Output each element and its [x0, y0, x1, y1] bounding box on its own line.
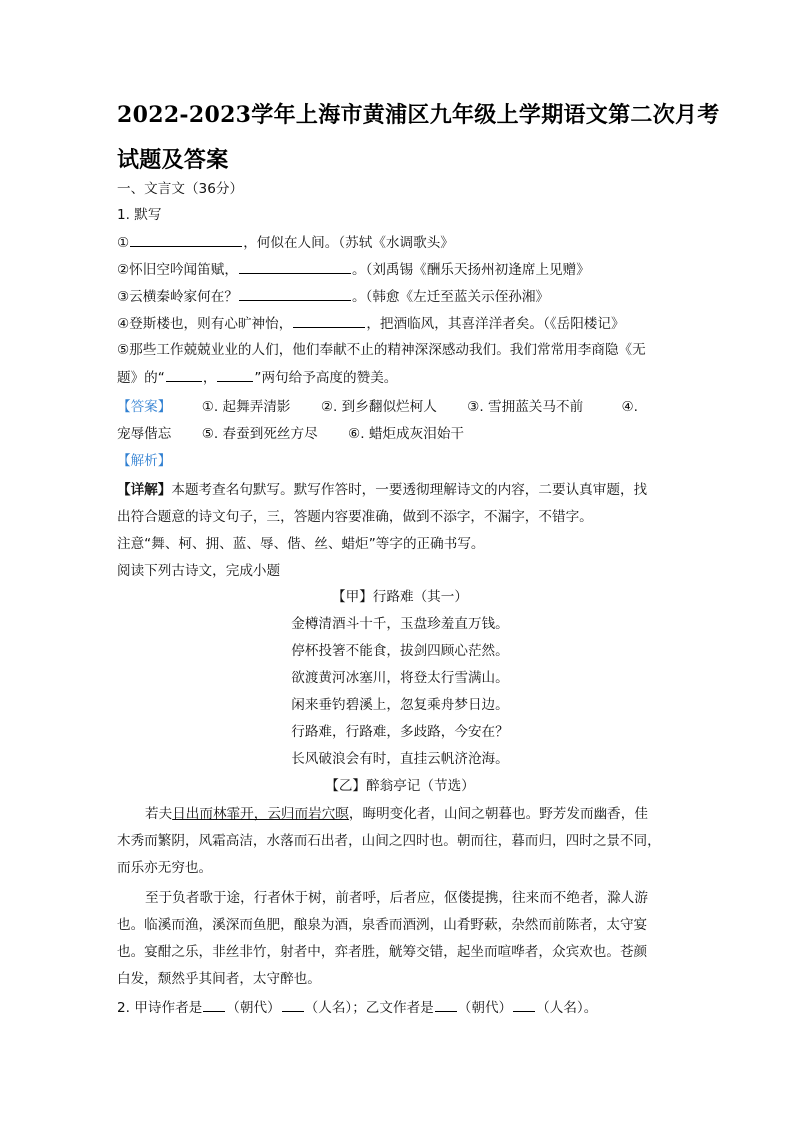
- q1-item-3-text: 。（韩愈《左迁至蓝关示侄孙湘》: [351, 289, 550, 305]
- detail-text: 本题考查名句默写。默写作答时，一要透彻理解诗文的内容，二要认真审题，找: [171, 482, 648, 498]
- answer-item: ⑤. 春蚕到死丝方尽: [201, 426, 318, 442]
- poem-line: 欲渡黄河冰塞川，将登太行雪满山。: [291, 670, 509, 686]
- q1-item-1-text: ，何似在人间。（苏轼《水调歌头》: [243, 235, 454, 251]
- q1-item-4-prefix: ④登斯楼也，则有心旷神怡，: [117, 316, 293, 332]
- answer-label: 【答案】: [117, 399, 172, 415]
- analysis-label: 【解析】: [117, 453, 172, 469]
- q1-item-2: [117, 260, 590, 279]
- text-yi-p2-line4: 白发，颓然乎其间者，太守醉也。: [117, 971, 321, 987]
- q1-item-3-prefix: ③云横秦岭家何在？: [117, 289, 238, 305]
- q1-item-1-prefix: ①: [117, 235, 130, 251]
- q1-item-5-line2: [117, 368, 397, 387]
- poem-jia-title-text: 【甲】行路难（其一）: [332, 589, 468, 605]
- analysis-detail-line1: [117, 481, 647, 499]
- answer-blank[interactable]: [239, 260, 351, 274]
- question-1-label: 1. 默写: [117, 207, 162, 223]
- text-yi-title: 【乙】醉翁亭记（节选）: [325, 778, 475, 794]
- poem-line: 停杯投箸不能食，拔剑四顾心茫然。: [291, 643, 509, 659]
- doc-title-line2: 试题及答案: [117, 147, 229, 173]
- doc-title-line1: 2022-2023学年上海市黄浦区九年级上学期语文第二次月考: [117, 102, 720, 128]
- poem-line: 闲来垂钓碧溪上，忽复乘舟梦日边。: [291, 697, 509, 713]
- answer-line-1: [117, 398, 638, 416]
- text-yi-p2-line3: 也。宴酣之乐，非丝非竹，射者中，弈者胜，觥筹交错，起坐而喧哗者，众宾欢也。苍颜: [117, 944, 648, 960]
- answer-item: ④.: [621, 399, 639, 415]
- answer-line-2: [117, 425, 464, 443]
- answer-item: ①. 起舞弄清影: [201, 399, 291, 415]
- q1-item-5-line1: ⑤那些工作兢兢业业的人们，他们奉献不止的精神深深感动我们。我们常常用李商隐《无: [117, 342, 646, 358]
- answer-blank[interactable]: [293, 314, 365, 328]
- poem-line: 长风破浪会有时，直挂云帆济沧海。: [291, 751, 509, 767]
- p1-rest: ，晦明变化者，山间之朝暮也。野芳发而幽香，佳: [348, 806, 648, 822]
- q2-text-e: （人名）。: [536, 1000, 598, 1016]
- question-2: [117, 998, 597, 1017]
- analysis-detail-line2: 出符合题意的诗文句子，三，答题内容要准确，做到不添字，不漏字，不错字。: [117, 509, 593, 525]
- underlined-sentence: 日出而林霏开，云归而岩穴暝: [172, 806, 349, 822]
- answer-blank[interactable]: [203, 998, 225, 1012]
- poem-line: 行路难，行路难，多歧路，今安在？: [291, 724, 509, 740]
- answer-blank[interactable]: [435, 998, 457, 1012]
- answer-blank[interactable]: [130, 233, 242, 247]
- text-yi-p1-line2: 木秀而繁阴，风霜高洁，水落而石出者，山间之四时也。朝而往，暮而归，四时之景不同，: [117, 833, 661, 849]
- answer-blank[interactable]: [166, 368, 202, 382]
- q1-item-4: [117, 314, 625, 333]
- q1-item-1: [117, 233, 454, 252]
- q2-text-a: 2. 甲诗作者是: [117, 1000, 203, 1016]
- q1-item-2-text: 。（刘禹锡《酬乐天扬州初逢席上见赠》: [351, 262, 590, 278]
- q2-text-c: （人名）；乙文作者是: [304, 1000, 434, 1016]
- poem-jia-title: [117, 588, 683, 606]
- answer-item: ⑥. 蜡炬成灰泪始干: [348, 426, 465, 442]
- q1-item-3: [117, 287, 549, 306]
- q1-item-5-text-a: 题》的“: [117, 370, 165, 386]
- p1-start: 若夫: [145, 806, 173, 822]
- text-yi-p2-line1: 至于负者歌于途，行者休于树，前者呼，后者应，伛偻提携，往来而不绝者，滁人游: [145, 890, 648, 906]
- answer-item: ②. 到乡翻似烂柯人: [320, 399, 437, 415]
- answer-item: ③. 雪拥蓝关马不前: [467, 399, 584, 415]
- text-yi-p1-line1: [117, 805, 648, 823]
- detail-label: 【详解】: [117, 482, 172, 498]
- reading-intro: 阅读下列古诗文，完成小题: [117, 563, 281, 579]
- analysis-note: 注意“舞、柯、拥、蓝、辱、偕、丝、蜡炬”等字的正确书写。: [117, 536, 485, 552]
- text-yi-p2-line2: 也。临溪而渔，溪深而鱼肥，酿泉为酒，泉香而酒洌，山肴野蔌，杂然而前陈者，太守宴: [117, 917, 648, 933]
- q2-text-d: （朝代）: [457, 1000, 513, 1016]
- answer-item: 宠辱偕忘: [117, 426, 172, 442]
- answer-blank[interactable]: [217, 368, 253, 382]
- answer-blank[interactable]: [239, 287, 351, 301]
- poem-line: 金樽清酒斗十千，玉盘珍羞直万钱。: [291, 616, 509, 632]
- q1-item-2-prefix: ②怀旧空吟闻笛赋，: [117, 262, 238, 278]
- answer-blank[interactable]: [513, 998, 535, 1012]
- answer-blank[interactable]: [282, 998, 304, 1012]
- q1-item-4-text: ，把酒临风，其喜洋洋者矣。（《岳阳楼记》: [366, 316, 625, 332]
- q2-text-b: （朝代）: [226, 1000, 281, 1016]
- q1-item-5-text-c: ”两句给予高度的赞美。: [254, 370, 398, 386]
- section-heading: 一、文言文（36分）: [117, 181, 244, 197]
- text-yi-p1-line3: 而乐亦无穷也。: [117, 860, 213, 876]
- q1-item-5-text-b: ，: [202, 370, 217, 386]
